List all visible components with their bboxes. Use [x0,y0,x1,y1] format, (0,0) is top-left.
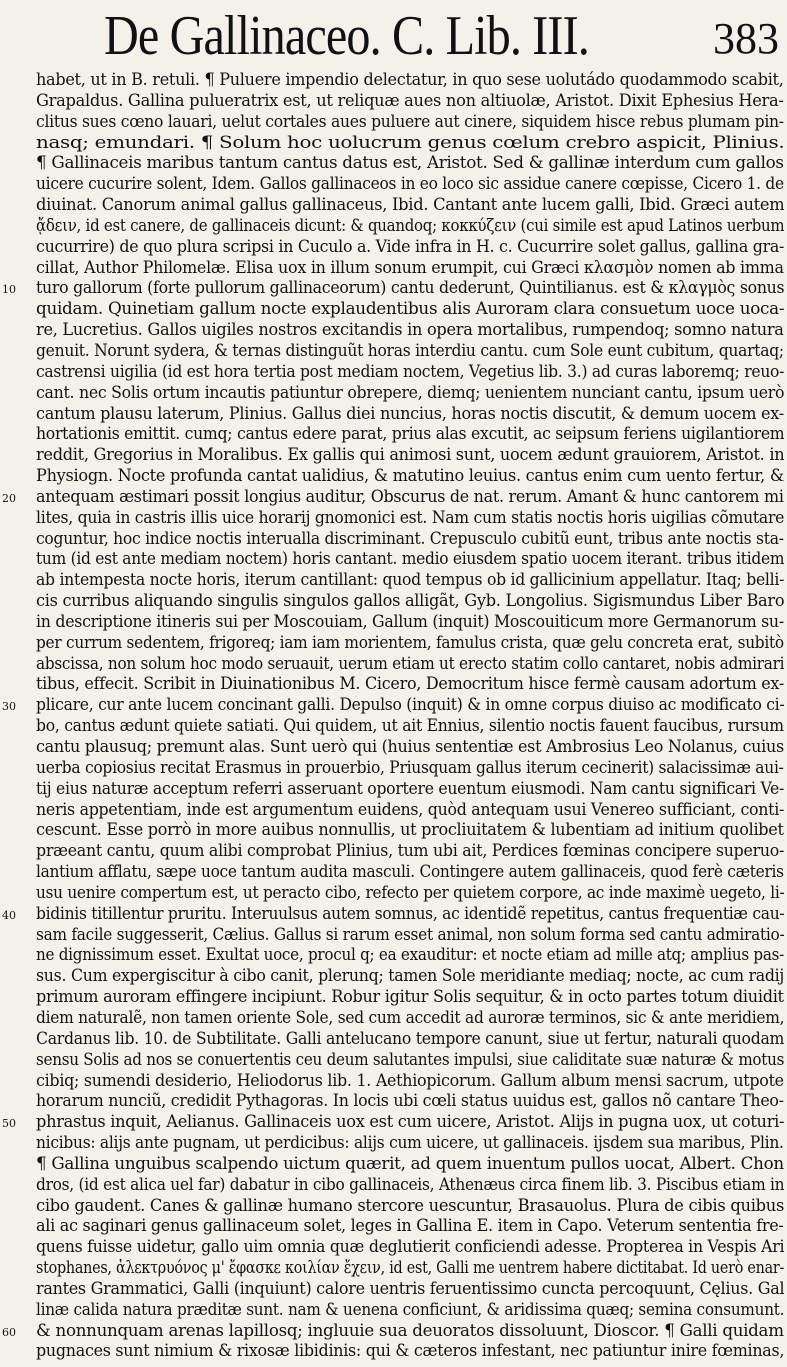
text-line [36,945,784,966]
text-line [36,654,784,675]
text-line [36,1300,784,1321]
line-text: cant. nec Solis ortum incautis patiuntur obrepere, diemq; uenientem nunciant cantu, ipsum uerò [36,382,784,403]
text-line [36,404,784,425]
line-text: quens fuisse uidetur, gallo uim omnia quæ deglutierit conficiendi adesse. Propterea in Vespis Ari [36,1237,784,1258]
page-header [0,4,787,68]
text-line [36,987,784,1008]
line-text: tibus, effecit. Scribit in Diuinationibus M. Cicero, Democritum hisce fermè causam adortum ex- [36,674,784,695]
text-line [36,320,784,341]
line-text: plicare, cur ante lucem concinant galli. Depulso (inquit) & in omne corpus diuiso ac modificato ci- [36,695,784,716]
text-line [36,966,784,987]
line-text: uicere cucurire solent, Idem. Gallos gallinaceos in eo loco sic assidue canere cœpisse, Cicero 1. de [36,174,784,195]
line-text: phrastus inquit, Aelianus. Gallinaceis uox est cum uicere, Aristot. Alijs in pugna uox, ut coturi- [36,1112,784,1133]
running-head: De Gallinaceo. C. Lib. III. [104,5,589,67]
text-line [36,1237,784,1258]
text-line [36,1196,784,1217]
line-text: cis curribus aliquando singulis singulos gallos alligãt, Gyb. Longolius. Sigismundus Liber Baro [36,591,784,612]
text-line [36,466,784,487]
text-line [36,591,784,612]
text-line [36,133,784,154]
text-line [36,612,784,633]
text-line [36,341,784,362]
line-text: antequam æstimari possit longius auditur, Obscurus de nat. rerum. Amant & hunc cantorem mi [36,486,784,507]
text-line [36,299,784,320]
text-line [2,1320,784,1342]
text-line [36,529,784,550]
text-line [36,195,784,216]
line-text: cibiq; sumendi desiderio, Heliodorus lib. 1. Aethiopicorum. Gallum album mensi sacrum, utpote [36,1070,784,1091]
line-text: Grapaldus. Gallina pulueratrix est, ut reliquæ aues non altiuolæ, Aristot. Dixit Ephesius Hera- [36,90,784,111]
line-text: tum (id est ante mediam noctem) horis cantant. medio eiusdem spatio uocem iterant. tribus itidem [36,549,784,570]
line-text: cillat, Author Philomelæ. Elisa uox in illum sonum erumpit, cui Græci κλασμὸν nomen ab imma [36,257,784,278]
page-number: 383 [713,14,779,63]
text-line [36,1091,784,1112]
line-text: re, Lucretius. Gallos uigiles nostros excitandis in opera mortalibus, rumpendoq; somno natura [36,320,784,341]
line-text: Cardanus lib. 10. de Subtilitate. Galli antelucano tempore canunt, siue ut fertur, naturali quodam [36,1028,784,1049]
text-line [36,883,784,904]
text-line [36,779,784,800]
text-line [36,758,784,779]
line-text: ¶ Gallinaceis maribus tantum cantus datus est, Aristot. Sed & gallinæ interdum cum gallos [36,153,784,174]
line-text: tij eius naturæ acceptum referri asseruant oportere euentum eiusmodi. Nam cantu significari Ve- [36,778,784,799]
line-text: bidinis titillentur pruritu. Interuulsus autem somnus, ac identidẽ repetitus, cantus frequentiæ cau- [36,903,784,924]
text-line [36,237,784,258]
line-text: pugnaces sunt nimium & rixosæ libidinis: qui & cæteros infestant, nec patiuntur inire fœminas, [36,1341,784,1362]
line-text: cibo gaudent. Canes & gallinæ humano stercore uescuntur, Brasauolus. Plura de cibis quibus [36,1195,784,1216]
text-line [36,112,784,133]
line-text: quidam. Quinetiam gallum nocte explaudentibus alis Auroram clara consuetum uoce uoca- [36,299,784,320]
text-line [36,1008,784,1029]
line-text: ᾄδειν, id est canere, de gallinaceis dicunt: & quandoq; κοκκύζειν (cui simile est apud Latinos uerbum [36,215,784,236]
line-text: clitus sues cœno lauari, uelut cortales aues puluere aut cinere, siquidem hisce rebus plumam pin- [36,111,784,132]
margin-line-number: 20 [2,491,16,505]
margin-line-number: 30 [2,700,16,714]
text-line [36,1071,784,1092]
text-line [36,1279,784,1300]
text-line [36,570,784,591]
text-line [36,216,784,237]
line-text: usu uenire compertum est, ut peracto cibo, refecto per quietem corpore, ac inde maximè uegeto, li- [36,882,784,903]
text-line [36,1216,784,1237]
text-line [36,925,784,946]
text-line [36,362,784,383]
line-text: habet, ut in B. retuli. ¶ Puluere impendio delectatur, in quo sese uolutádo quodammodo scabit, [36,70,784,90]
line-text: uerba copiosius recitat Erasmus in prouerbio, Priusquam gallus iterum cecinerit) salacissimæ aui- [36,757,784,778]
text-line [36,1258,784,1279]
text-line [36,153,784,174]
line-text: ¶ Gallina unguibus scalpendo uictum quærit, ad quem inuentum pullos uocat, Albert. Chon [36,1153,784,1174]
text-line [36,716,784,737]
line-text: præeant cantu, quum alibi comprobat Plinius, tum ubi ait, Perdices fœminas concipere superuo- [36,841,784,862]
line-text: horarum nunciũ, credidit Pythagoras. In locis ubi cœli status uuidus est, gallos nõ cantare Theo- [36,1091,784,1112]
line-text: reddit, Gregorius in Moralibus. Ex gallis qui animosi sunt, uocem ædunt grauiorem, Aristot. in [36,445,784,466]
line-text: per currum sedentem, frigoreq; iam iam morientem, famulus crista, quæ gelu concreta erat, subitò [36,632,784,653]
text-line [36,633,784,654]
text-line [36,70,784,91]
text-line [36,1133,784,1154]
text-line [36,1175,784,1196]
text-line [36,91,784,112]
line-text: abscissa, non solum hoc modo seruauit, uerum etiam ut erecto statim collo cantaret, nobis admirari [36,653,784,674]
text-line [2,695,784,716]
line-text: cantum plausu laterum, Plinius. Gallus diei nuncius, horas noctis discutit, & demum uocem ex- [36,403,784,424]
text-line [36,549,784,570]
line-text: sus. Cum expergiscitur à cibo canit, plerunq; tamen Sole meridiante mediaq; nocte, ac cum radij [36,966,784,987]
text-line [36,1154,784,1175]
line-text: lites, quia in castris illis uice horarij gnomonici est. Nam cum statis noctis horis uigilias cõmutare [36,507,784,528]
text-line [36,383,784,404]
line-text: neris appetentiam, inde est argumentum euidens, quòd antequam usui Venereo sufficiant, conti- [36,799,784,820]
text-line [36,1341,784,1362]
text-line [36,862,784,883]
line-text: ne dignissimum esset. Exultat uoce, procul q; ea exauditur: et nocte etiam ad mille atq; amplius pas- [36,945,784,966]
line-text: rantes Grammatici, Galli (inquiunt) calore uentris feruentissimo cuncta percoquunt, Cęlius. Gal [36,1278,784,1299]
line-text: linæ calida natura præditæ sunt. nam & uenena conficiunt, & aridissima quæq; semina consumunt. [36,1299,784,1320]
margin-line-number: 50 [2,1117,16,1131]
line-text: nicibus: alijs ante pugnam, ut perdicibus: alijs cum uicere, ut gallinaceis. ijsdem sua maribus, Plin. [36,1133,784,1154]
line-text: coguntur, hoc indice noctis interualla discriminant. Crepusculo cubitũ eunt, tribus ante noctis sta- [36,528,784,549]
line-text: nasq; emundari. ¶ Solum hoc uolucrum genus cœlum crebro aspicit, Plinius. [36,132,784,153]
text-line [36,445,784,466]
text-line [36,1029,784,1050]
line-text: diem naturalẽ, non tamen oriente Sole, sed cum accedit ad auroræ terminos, sic & ante meridiem, [36,1007,784,1028]
body-text [2,70,784,1362]
margin-line-number: 10 [2,283,16,297]
text-line [36,737,784,758]
text-line [36,174,784,195]
line-text: ab intempesta nocte horis, iterum cantillant: quod tempus ob id gallicinium appellatur. Itaq; belli- [36,570,784,591]
text-line [2,1112,784,1133]
text-line [2,486,784,508]
text-line [2,278,784,299]
line-text: stophanes, ἀλεκτρυόνος μ' ἔφασκε κοιλίαν ἔχειν, id est, Galli me uentrem habere dictitabat. Id uerò enar- [36,1258,784,1279]
line-text: castrensi uigilia (id est hora tertia post mediam noctem, Vegetius lib. 3.) ad curas laboremq; reuo- [36,361,784,382]
text-line [36,508,784,529]
line-text: dros, (id est alica uel far) dabatur in cibo gallinaceis, Athenæus circa finem lib. 3. Piscibus etiam in [36,1174,784,1195]
margin-line-number: 60 [2,1325,16,1339]
line-text: hortationis emittit. cumq; cantus edere parat, prius alas excutit, ac seipsum feriens uigilantiorem [36,424,784,445]
line-text: lantium afflatu, sæpe uoce tantum audita masculi. Contingere autem gallinaceis, quod ferè cæteris [36,862,784,883]
line-text: bo, cantus ædunt quiete satiati. Qui quidem, ut ait Ennius, silentio noctis fauent faucibus, rursum [36,716,784,737]
text-line [36,674,784,695]
line-text: turo gallorum (forte pullorum gallinaceorum) cantu dederunt, Quintilianus. est & κλαγμὸς sonus [36,278,784,299]
text-line [36,258,784,279]
text-line [2,903,784,925]
line-text: cescunt. Esse porrò in more auibus nonnullis, ut procliuitatem & lubentiam ad initium quolibet [36,820,784,841]
line-text: & nonnunquam arenas lapillosq; ingluuie sua deuoratos dissoluunt, Dioscor. ¶ Galli quidam [36,1320,784,1341]
line-text: cantu plausuq; premunt alas. Sunt uerò qui (huius sententiæ est Ambrosius Leo Nolanus, cuius [36,737,784,757]
line-text: cucurrire) de quo plura scripsi in Cuculo a. Vide infra in H. c. Cucurrire solet gallus, gallina gra- [36,236,784,257]
line-text: diuinat. Canorum animal gallus gallinaceus, Ibid. Cantant ante lucem galli, Ibid. Græci autem [36,195,784,216]
text-line [36,1050,784,1071]
line-text: primum auroram effingere incipiunt. Robur igitur Solis sequitur, & in octo partes totum diuidit [36,987,784,1008]
text-line [36,424,784,445]
line-text: sam facile suggesserit, Cælius. Gallus si rarum esset animal, non solum forma sed cantu admiratio- [36,924,784,945]
line-text: genuit. Norunt sydera, & ternas distinguũt horas interdiu cantu. cum Sole eunt cubitum, quartaq; [36,340,784,361]
text-line [36,841,784,862]
margin-line-number: 40 [2,908,16,922]
text-line [36,800,784,821]
line-text: ali ac saginari genus gallinaceum solet, leges in Gallina E. item in Capo. Veterum sententia fre- [36,1216,784,1237]
line-text: sensu Solis ad nos se conuertentis ceu deum salutantes impulsi, siue caliditate suæ naturæ & motus [36,1049,784,1070]
text-line [36,820,784,841]
line-text: in descriptione itineris sui per Moscouiam, Gallum (inquit) Moscouiticum more Germanorum su- [36,611,784,632]
line-text: Physiogn. Nocte profunda cantat ualidius, & matutino leuius. cantus enim cum uento fertur, & [36,466,784,487]
